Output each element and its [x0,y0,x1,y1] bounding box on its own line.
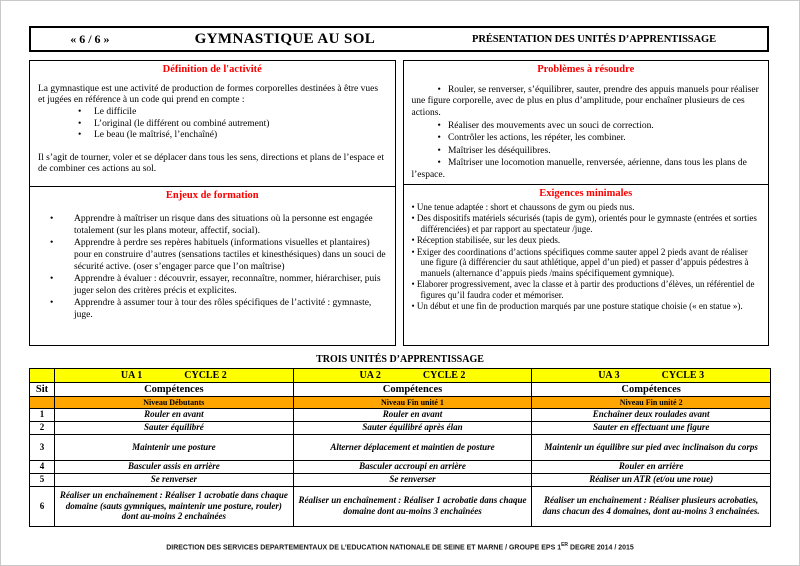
niveau-cell: Niveau Débutants [55,396,294,408]
ua1-cycle-label: CYCLE 2 [184,369,227,381]
section-definition [29,60,396,187]
table-row [30,434,771,460]
table-title: TROIS UNITÉS D’APPRENTISSAGE [316,353,484,365]
row-number: 3 [30,434,55,460]
section-enjeux [29,186,396,346]
competence-cell: Maintenir une posture [55,434,294,460]
section-problemes-title: Problèmes à résoudre [537,64,635,75]
section-exigences-title: Exigences minimales [539,187,633,199]
document-footer [1,542,799,551]
bullet-item: • Des dispositifs matériels sécurisés (tapis de gym), orientés pour le gymnaste (entrées et sorties différenciées) et par rapport au spectateur /juge. [412,213,761,234]
competence-cell: Sauter équilibré [55,421,294,434]
competence-cell: Réaliser un enchaînement : Réaliser plusieurs acrobaties, dans chacun des 4 domaines, dont au-moins 3 enchaînées. [532,486,771,526]
document-header [29,26,769,52]
bullet-item: • Rouler, se renverser, s’équilibrer, sauter, prendre des appuis manuels pour réaliser une figure corporelle, avec de plus en plus d’amplitude, pour enchaîner plusieurs de ces actions. [412,85,761,120]
definition-outro: Il s’agit de tourner, voler et se déplacer dans tous les sens, directions et plans de l’espace et de combiner ces actions au sol. [38,152,384,175]
enjeux-bullet-list [38,214,387,321]
competence-cell: Rouler en avant [55,408,294,421]
left-column [29,60,396,346]
footer-text: DIRECTION DES SERVICES DEPARTEMENTAUX DE L’EDUCATION NATIONALE DE SEINE ET MARNE / GROUPE EPS 1 [166,543,562,551]
bullet-item: • Le beau (le maîtrisé, l’enchaîné) [78,130,387,142]
bullet-item: • Apprendre à maîtriser un risque dans des situations où la personne est engagée totalement (sur les plans moteur, affectif, social). [50,214,387,237]
bullet-item: • Maîtriser une locomotion manuelle, renversée, aérienne, dans tous les plans de l’espace. [412,158,761,181]
competences-header-cell: Compétences [532,382,771,396]
footer-text: DEGRE 2014 / 2015 [568,543,634,551]
competences-header-cell: Compétences [293,382,532,396]
competence-cell: Réaliser un ATR (et/ou une roue) [532,473,771,486]
section-exigences [403,184,770,346]
bullet-item: • Contrôler les actions, les répéter, les combiner. [412,133,761,145]
table-row-competences [30,382,771,396]
table-row [30,421,771,434]
bullet-item: • Elaborer progressivement, avec la classe et à partir des productions d’élèves, un référentiel de figures qu’il faudra coder et mémoriser. [412,279,761,300]
ua3-header-cell [532,368,771,382]
bullet-item: • Apprendre à évaluer : découvrir, essayer, reconnaître, nommer, hiérarchiser, puis juger selon des critères précis et explicites. [50,274,387,297]
niveau-corner-cell [30,396,55,408]
competence-cell: Sauter en effectuant une figure [532,421,771,434]
ua-header-corner-cell [30,368,55,382]
competence-cell: Réaliser un enchaînement : Réaliser 1 acrobatie dans chaque domaine dont au-moins 3 enchaînées [293,486,532,526]
competence-cell: Se renverser [293,473,532,486]
right-column [403,60,770,346]
row-number: 5 [30,473,55,486]
competences-header-cell: Compétences [55,382,294,396]
exigences-bullet-list [412,202,761,312]
ua3-label: UA 3 [598,369,620,381]
table-row [30,473,771,486]
table-row [30,408,771,421]
ua1-header-cell [55,368,294,382]
competence-cell: Basculer accroupi en arrière [293,460,532,473]
bullet-item: • Maîtriser les déséquilibres. [412,146,761,158]
problemes-bullet-list [412,85,761,182]
table-row [30,486,771,526]
competence-cell: Rouler en avant [293,408,532,421]
bullet-item: • Un début et une fin de production marqués par une posture statique choisie (« en statue »). [412,301,761,312]
table-row-ua-header [30,368,771,382]
bullet-item: • Réception stabilisée, sur les deux pieds. [412,235,761,246]
ua3-cycle-label: CYCLE 3 [661,369,705,381]
competence-cell: Maintenir un équilibre sur pied avec inclinaison du corps [532,434,771,460]
competence-cell: Se renverser [55,473,294,486]
bullet-item: • Le difficile [78,107,387,119]
section-definition-title: Définition de l'activité [162,64,262,75]
bullet-item: • Réaliser des mouvements avec un souci de correction. [412,121,761,133]
bullet-item: • L’original (le différent ou combiné autrement) [78,119,387,131]
competence-cell: Basculer assis en arrière [55,460,294,473]
table-row-niveau [30,396,771,408]
competence-cell: Sauter équilibré après élan [293,421,532,434]
competence-cell: Enchaîner deux roulades avant [532,408,771,421]
niveau-cell: Niveau Fin unité 2 [532,396,771,408]
document-subtitle: PRÉSENTATION DES UNITÉS D’APPRENTISSAGE [472,33,717,45]
definition-bullet-list [38,107,387,142]
competence-cell: Réaliser un enchaînement : Réaliser 1 acrobatie dans chaque domaine (sauts gymniques, maintenir une posture, rouler) dont au-moins 2 enchaînées [55,486,294,526]
section-enjeux-title: Enjeux de formation [165,189,259,201]
ua1-label: UA 1 [120,369,143,381]
row-number: 4 [30,460,55,473]
ua2-label: UA 2 [359,369,381,381]
page-number: « 6 / 6 » [70,31,110,46]
bullet-item: • Une tenue adaptée : short et chaussons de gym ou pieds nus. [412,202,761,213]
row-number: 6 [30,486,55,526]
bullet-item: • Apprendre à assumer tour à tour des rôles spécifiques de l’activité : gymnaste, juge. [50,298,387,321]
bullet-item: • Exiger des coordinations d’actions spécifiques comme sauter appel 2 pieds avant de réaliser une figure (à différencier du saut athlétique, appel d’un pied) et passer d’appuis pédestres à manuels (alternance d’appuis pieds /mains spécifiquement gymnique). [412,247,761,279]
bullet-item: • Apprendre à perdre ses repères habituels (informations visuelles et plantaires) pour en construire d’autres (sensations tactiles et kinesthésiques) dans un souci de sécurité active. (oser s’engager parce que l’on maîtrise) [50,238,387,273]
ua2-cycle-label: CYCLE 2 [422,369,466,381]
table-row [30,460,771,473]
row-number: 1 [30,408,55,421]
ua2-header-cell [293,368,532,382]
footer-superscript: ER [561,541,569,548]
document-title: GYMNASTIQUE AU SOL [194,30,376,47]
content-grid [29,60,769,346]
section-problemes [403,60,770,185]
learning-units-table [29,368,771,527]
sit-header-cell: Sit [30,382,55,396]
niveau-cell: Niveau Fin unité 1 [293,396,532,408]
definition-intro: La gymnastique est une activité de production de formes corporelles destinées à être vues et jugées en référence à un code qui prend en compte : [38,83,379,106]
competence-cell: Rouler en arrière [532,460,771,473]
row-number: 2 [30,421,55,434]
competence-cell: Alterner déplacement et maintien de posture [293,434,532,460]
